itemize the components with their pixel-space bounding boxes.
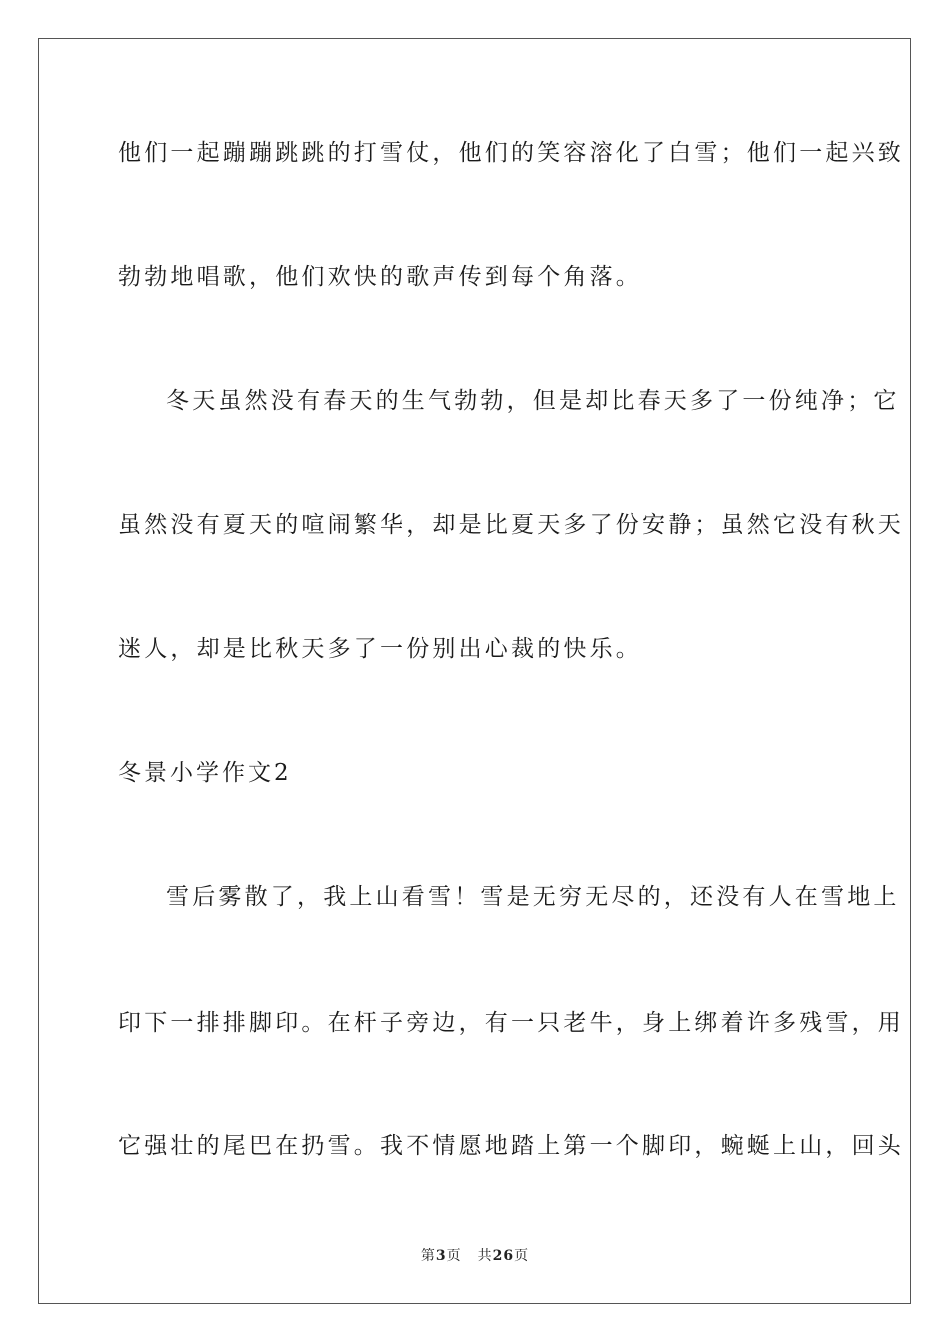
paragraph-1-line-2: 勃勃地唱歌，他们欢快的歌声传到每个角落。: [118, 264, 642, 290]
page-suffix: 页: [446, 1248, 462, 1264]
total-pages: 26: [492, 1248, 515, 1264]
paragraph-1-line-1: 他们一起蹦蹦跳跳的打雪仗，他们的笑容溶化了白雪；他们一起兴致: [118, 140, 904, 166]
paragraph-2-line-1: 冬天虽然没有春天的生气勃勃，但是却比春天多了一份纯净；它: [166, 388, 900, 414]
paragraph-2-line-3: 迷人，却是比秋天多了一份别出心裁的快乐。: [118, 636, 642, 662]
total-suffix: 页: [514, 1248, 530, 1264]
paragraph-3-line-2: 印下一排排脚印。在杆子旁边，有一只老牛，身上绑着许多残雪，用: [118, 1010, 904, 1036]
paragraph-3-line-3: 它强壮的尾巴在扔雪。我不情愿地踏上第一个脚印，蜿蜒上山，回头: [118, 1133, 904, 1159]
section-heading: 冬景小学作文2: [118, 760, 292, 786]
page-prefix: 第: [420, 1248, 436, 1264]
page-border: [38, 38, 911, 1304]
total-prefix: 共: [477, 1248, 493, 1264]
page-footer: [0, 1246, 950, 1266]
paragraph-3-line-1: 雪后雾散了，我上山看雪！雪是无穷无尽的，还没有人在雪地上: [166, 884, 900, 910]
paragraph-2-line-2: 虽然没有夏天的喧闹繁华，却是比夏天多了份安静；虽然它没有秋天: [118, 512, 904, 538]
page-number: 3: [435, 1248, 447, 1264]
